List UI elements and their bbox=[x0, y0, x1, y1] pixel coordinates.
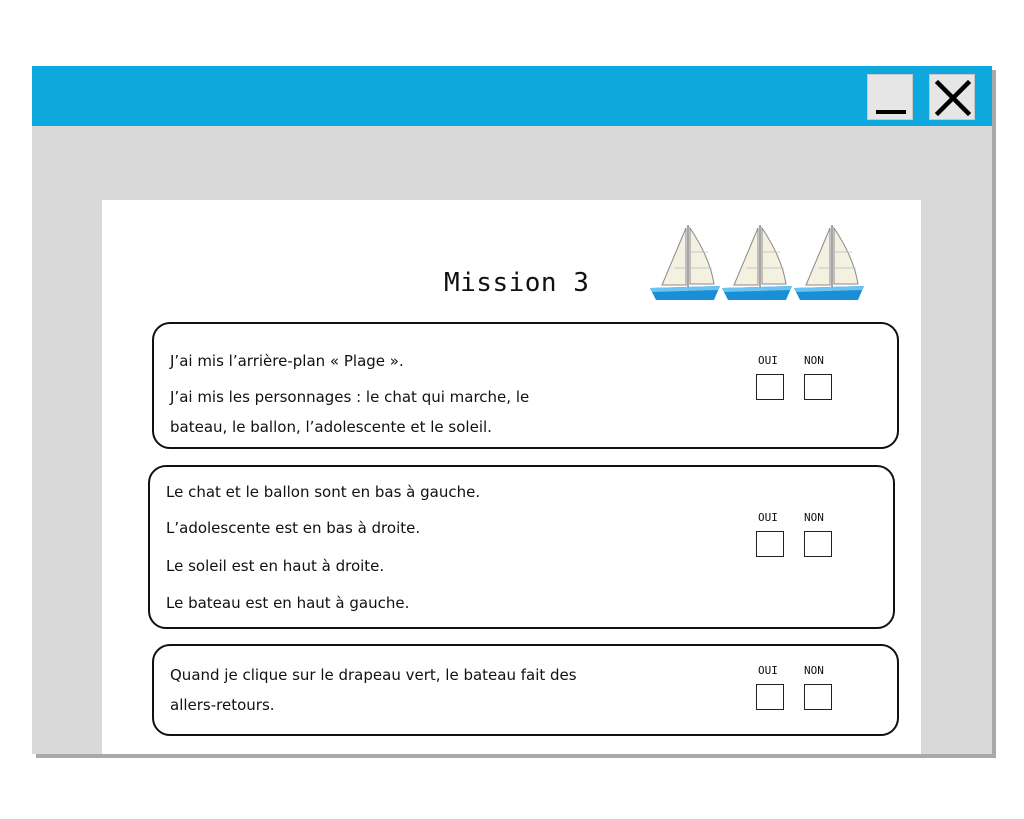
close-button[interactable] bbox=[929, 74, 975, 120]
checklist-card-3 bbox=[152, 644, 899, 736]
card-line: Le soleil est en haut à droite. bbox=[166, 557, 385, 575]
yes-label: OUI bbox=[758, 511, 778, 524]
yes-checkbox[interactable] bbox=[756, 684, 784, 710]
yes-checkbox[interactable] bbox=[756, 531, 784, 557]
card-line: Le chat et le ballon sont en bas à gauche. bbox=[166, 483, 481, 501]
minimize-icon bbox=[868, 75, 914, 121]
card-line: bateau, le ballon, l’adolescente et le soleil. bbox=[170, 418, 492, 436]
no-label: NON bbox=[804, 511, 824, 524]
card-line: J’ai mis les personnages : le chat qui marche, le bbox=[170, 388, 530, 406]
card-line: Quand je clique sur le drapeau vert, le bateau fait des bbox=[170, 666, 577, 684]
app-window bbox=[32, 66, 992, 754]
no-label: NON bbox=[804, 664, 824, 677]
card-line: allers-retours. bbox=[170, 696, 275, 714]
card-line: Le bateau est en haut à gauche. bbox=[166, 594, 410, 612]
close-icon bbox=[930, 75, 976, 121]
yes-label: OUI bbox=[758, 354, 778, 367]
card-line: L’adolescente est en bas à droite. bbox=[166, 519, 421, 537]
checklist-card-2 bbox=[148, 465, 895, 629]
page-title: Mission 3 bbox=[444, 268, 590, 298]
minimize-button[interactable] bbox=[867, 74, 913, 120]
card-line: J’ai mis l’arrière-plan « Plage ». bbox=[170, 352, 404, 370]
sailboat-icon bbox=[648, 222, 864, 304]
no-checkbox[interactable] bbox=[804, 374, 832, 400]
no-checkbox[interactable] bbox=[804, 531, 832, 557]
no-label: NON bbox=[804, 354, 824, 367]
yes-checkbox[interactable] bbox=[756, 374, 784, 400]
yes-label: OUI bbox=[758, 664, 778, 677]
no-checkbox[interactable] bbox=[804, 684, 832, 710]
worksheet bbox=[102, 200, 921, 754]
title-bar[interactable] bbox=[32, 66, 992, 126]
checklist-card-1 bbox=[152, 322, 899, 449]
